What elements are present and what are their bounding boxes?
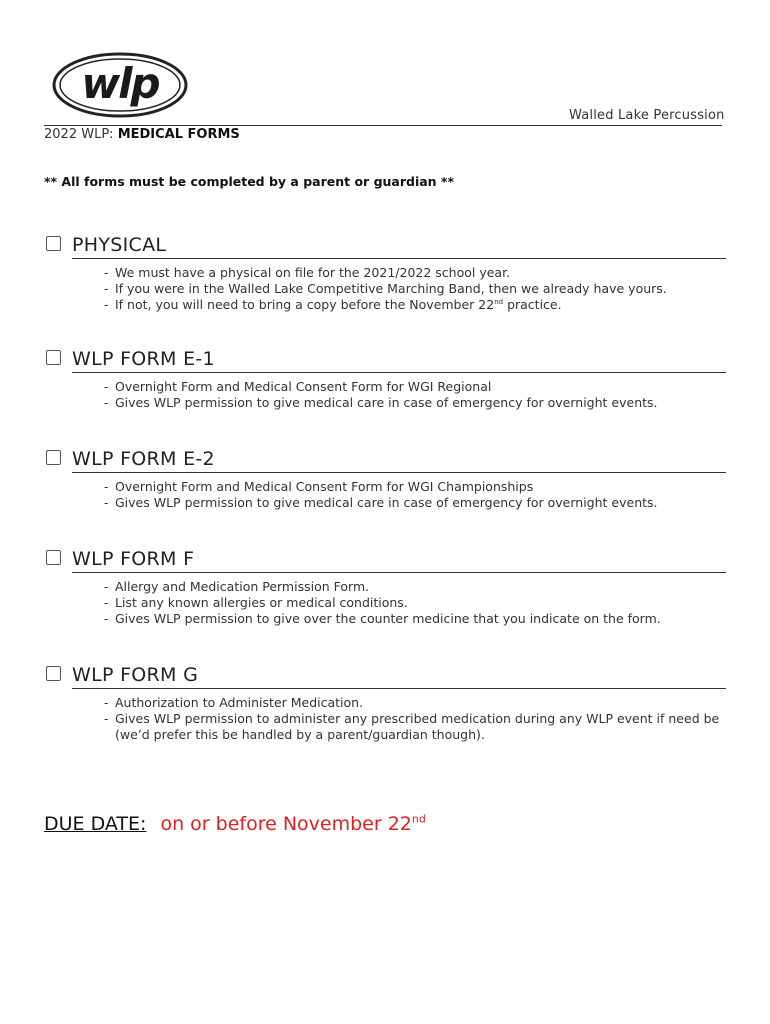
section-header [72,234,726,259]
bullet-item: - Overnight Form and Medical Consent Form for WGI Regional [104,379,726,395]
section-bullets [44,695,726,743]
logo-text: wlp [81,59,159,108]
ordinal-suffix: nd [411,812,426,826]
section-bullets [44,379,726,411]
bullet-item: - Authorization to Administer Medication. [104,695,726,711]
bullet-item: - Overnight Form and Medical Consent Form for WGI Championships [104,479,726,495]
header-divider [44,125,722,126]
section-physical [44,234,726,313]
title-prefix: 2022 WLP: [44,127,114,142]
section-bullets [44,479,726,511]
section-title: WLP FORM E-1 [72,348,215,370]
section-title: WLP FORM F [72,548,195,570]
due-date-label: DUE DATE: [44,813,147,835]
physical-checkbox[interactable] [46,236,61,251]
section-title: WLP FORM E-2 [72,448,215,470]
section-header [72,548,726,573]
bullet-item: - List any known allergies or medical conditions. [104,595,726,611]
form-e2-checkbox[interactable] [46,450,61,465]
bullet-item: - If you were in the Walled Lake Competitive Marching Band, then we already have yours. [104,281,726,297]
section-header [72,348,726,373]
form-g-checkbox[interactable] [46,666,61,681]
section-title: PHYSICAL [72,234,167,256]
due-date-text: on or before November 22 [160,813,412,835]
bullet-item: - Gives WLP permission to give over the counter medicine that you indicate on the form. [104,611,726,627]
organization-name: Walled Lake Percussion [569,108,725,123]
section-bullets [44,579,726,627]
form-e1-checkbox[interactable] [46,350,61,365]
section-form-e1 [44,348,726,411]
section-form-f [44,548,726,627]
section-title: WLP FORM G [72,664,199,686]
bullet-text: practice. [503,297,562,312]
wlp-logo [52,52,188,118]
bullet-item [104,297,726,313]
page-title [44,127,240,142]
ordinal-suffix: nd [494,297,504,306]
guardian-notice: ** All forms must be completed by a parent or guardian ** [44,174,455,189]
bullet-item: - Allergy and Medication Permission Form. [104,579,726,595]
section-header [72,448,726,473]
bullet-item: - Gives WLP permission to give medical care in case of emergency for overnight events. [104,495,726,511]
section-form-g [44,664,726,743]
section-form-e2 [44,448,726,511]
due-date-line [44,813,426,835]
section-bullets [44,265,726,313]
due-date-value [160,813,425,835]
bullet-text: If not, you will need to bring a copy before the November 22 [115,297,495,312]
bullet-item: - We must have a physical on file for the 2021/2022 school year. [104,265,726,281]
title-main: MEDICAL FORMS [117,127,240,142]
section-header [72,664,726,689]
form-f-checkbox[interactable] [46,550,61,565]
bullet-item: - Gives WLP permission to give medical care in case of emergency for overnight events. [104,395,726,411]
bullet-item: - Gives WLP permission to administer any prescribed medication during any WLP event if need be (we’d prefer this be handled by a parent/guardian though). [104,711,726,743]
